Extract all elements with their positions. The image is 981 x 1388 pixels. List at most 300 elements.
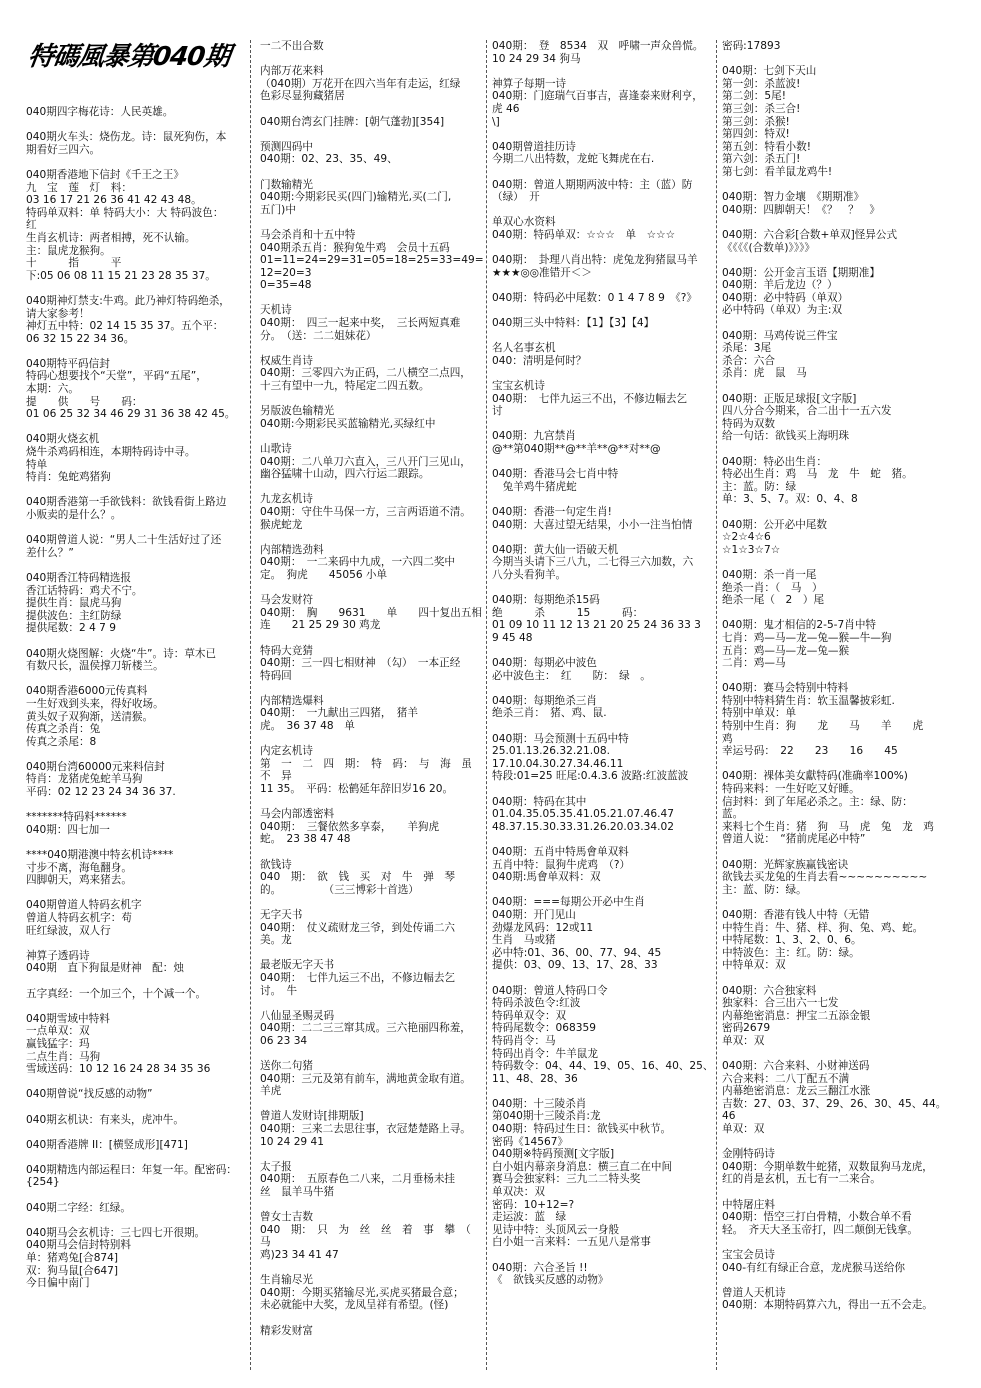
- text-line: 密码：10+12=?: [492, 1198, 575, 1211]
- text-line: 内幕绝密消息：龙云三翻江水涨: [722, 1085, 871, 1098]
- text-line: 内部精选劲料: [260, 543, 324, 556]
- text-block: [492, 216, 718, 241]
- text-line: 绝杀三肖： 猪、鸡、鼠.: [492, 707, 607, 720]
- text-line: 040期火烧玄机: [26, 433, 100, 446]
- text-line: 10 24 29 34 狗马: [492, 52, 581, 65]
- text-line: 单：3、5、7。双：0、4、8: [722, 493, 858, 506]
- column-1: [26, 40, 241, 1370]
- text-block: [260, 1010, 490, 1048]
- text-line: 040期：特码单双：☆☆☆ 单 ☆☆☆: [492, 228, 676, 241]
- text-line: *******特码料******: [26, 811, 127, 824]
- text-line: 绝 杀 15 码：: [492, 606, 644, 619]
- text-line: 040期杀五肖：猴狗兔牛鸡 会员十五码: [260, 241, 450, 254]
- text-line: 送你二句猪: [260, 1060, 313, 1073]
- text-line: 040期:今期彩民买蓝输精光,买绿红中: [260, 417, 436, 430]
- text-line: 羊虎: [260, 1085, 282, 1098]
- text-line: 幽谷猛啸十山动，四六行运二跟踪。: [260, 468, 430, 481]
- text-block: [492, 695, 718, 720]
- text-line: 040期：六合来料、小财神送码: [722, 1060, 870, 1073]
- text-line: 040期：本期特码算六九，得出一五不会走。: [722, 1299, 933, 1312]
- text-line: 46: [722, 1110, 736, 1123]
- text-line: 中特屠庄料: [722, 1198, 775, 1211]
- text-line: 一生好戏到头来，得好收场。: [26, 697, 164, 710]
- text-line: 权威生肖诗: [260, 354, 313, 367]
- text-line: 蓝。: [722, 808, 744, 821]
- text-line: 最老版无字天书: [260, 959, 335, 972]
- text-line: 040期曾道挂历诗: [492, 140, 576, 153]
- text-block: [722, 456, 948, 506]
- text-line: 蛇。 23 38 47 48: [260, 833, 351, 846]
- text-line: 040期：六合彩[合数+单双]怪异公式: [722, 228, 898, 241]
- text-line: 特别中单双：单: [722, 707, 797, 720]
- text-line: 040期：守住牛马保一方，三言两语道不清。: [260, 505, 471, 518]
- text-line: 特码单双料：单 特码大小：大 特码波色：: [26, 206, 224, 219]
- text-block: [260, 405, 490, 430]
- text-line: 生肖输尽光: [260, 1274, 313, 1287]
- text-line: 特码回: [260, 669, 292, 682]
- text-block: [492, 380, 718, 418]
- text-line: 山歌诗: [260, 443, 292, 455]
- text-line: 11 35。 平码：松鹤延年辞旧岁16 20。: [260, 783, 454, 796]
- text-block: [26, 534, 241, 559]
- text-line: 色彩尽显狗藏猪居: [260, 90, 345, 103]
- text-block: [26, 648, 241, 673]
- text-line: 五肖中特：鼠狗牛虎鸡 （?）: [492, 858, 631, 871]
- text-line: 今期二八出特数，龙蛇飞舞虎在右.: [492, 153, 655, 166]
- text-line: 特码心想要找个“天堂”，平码“五尾”，: [26, 370, 207, 383]
- column-3: [492, 40, 718, 1370]
- text-block: [722, 859, 948, 897]
- text-block: [260, 116, 490, 129]
- text-line: 01 09 10 11 12 13 21 20 25 24 36 33 3: [492, 619, 701, 632]
- text-line: 提 供 号 码：: [26, 395, 143, 408]
- text-line: 宝宝会员诗: [722, 1249, 775, 1261]
- text-line: 第一剑：杀蓝波!: [722, 77, 801, 90]
- text-line: 赛马会独家料：三九二二特头奖: [492, 1173, 641, 1186]
- text-line: 040期：今期单数牛蛇猪，双数鼠狗马龙虎，: [722, 1160, 933, 1173]
- text-block: [26, 950, 241, 975]
- text-line: 红的肖是玄机，五七有一二来合。: [722, 1173, 881, 1186]
- text-line: 040期： 一九献出三四猪， 猪羊: [260, 707, 418, 720]
- text-line: 040期：02、23、35、49、: [260, 153, 398, 166]
- text-line: 小贩卖的是什么？。: [26, 509, 122, 521]
- text-line: 中特生肖：牛、猪、样、狗、兔、鸡、蛇。: [722, 921, 924, 934]
- text-block: [26, 1114, 241, 1127]
- text-line: 一点单双：双: [26, 1025, 90, 1038]
- text-block: [260, 1325, 490, 1338]
- text-line: 040期曾说“找反感的动物”: [26, 1088, 153, 1101]
- text-line: 040期雪域中特料: [26, 1012, 110, 1025]
- text-block: [260, 745, 490, 795]
- text-line: 内部精选爆料: [260, 694, 324, 707]
- text-line: 040期：马会预测十五码中特: [492, 732, 629, 745]
- text-line: 040期：门庭瑞气百事吉，喜逢泰来财利亨，: [492, 90, 703, 103]
- text-block: [260, 1211, 490, 1261]
- text-line: 040期：四脚朝天！《？ ？ 》: [722, 203, 880, 216]
- text-block: [492, 317, 718, 330]
- text-block: [26, 761, 241, 799]
- text-line: 平码：02 12 23 24 34 36 37.: [26, 786, 176, 799]
- text-line: 传真之杀肖：兔: [26, 723, 101, 736]
- text-line: 040期： 五原春色二八来，二月垂杨未挂: [260, 1173, 456, 1186]
- text-line: 040期： 三餐依然多享泰， 羊狗虎: [260, 820, 440, 833]
- text-line: 06 32 15 22 34 36。: [26, 332, 135, 345]
- text-block: [260, 65, 490, 103]
- text-line: 七肖：鸡—马—龙—兔—猴—牛—狗: [722, 631, 892, 644]
- text-line: 040期：九宫禁肖: [492, 430, 576, 443]
- text-block: [722, 1199, 948, 1237]
- text-line: 040期香港第一手欲钱料：欲钱看街上路边: [26, 496, 227, 509]
- text-line: ☆1☆3☆7☆: [722, 543, 781, 556]
- text-line: 040期： 七伴九运三不出，不修边幅去乞: [492, 392, 688, 405]
- text-line: 无字天书: [260, 908, 303, 921]
- text-line: 欲钱诗: [260, 858, 292, 871]
- text-line: 连 21 25 29 30 鸡龙: [260, 619, 381, 632]
- text-line: 040期：裸体美女獻特码(准确率100%): [722, 770, 908, 783]
- text-line: 讨: [492, 405, 503, 418]
- text-line: 传真之杀尾：8: [26, 735, 97, 748]
- text-line: 040期：===每期公开必中生肖: [492, 896, 645, 909]
- text-line: 040期：七剑下天山: [722, 65, 817, 78]
- text-line: 040期：五肖中特馬會单双料: [492, 846, 629, 858]
- text-line: 十三有望中一九，特尾定二四五数。: [260, 380, 430, 393]
- text-line: 马会发财符: [260, 594, 313, 607]
- text-line: 040期：六合独家料: [722, 984, 817, 997]
- text-block: [722, 619, 948, 669]
- text-line: 门数输精光: [260, 178, 313, 191]
- text-line: 提供波色：主红防绿: [26, 609, 122, 622]
- text-line: 幸运号码： 22 23 16 45: [722, 745, 898, 758]
- text-line: 预测四码中: [260, 140, 313, 153]
- text-block: [260, 1110, 490, 1148]
- text-line: 信封料：到了年尾必杀之。主：绿、防：: [722, 795, 913, 808]
- text-block: [722, 682, 948, 758]
- text-line: 神算子每期一诗: [492, 77, 567, 90]
- text-line: ★★★◎◎准错开＜＞: [492, 266, 592, 279]
- text-line: 040期台湾玄门挂牌：[朝气蓬勃][354]: [260, 115, 445, 128]
- text-block: [492, 594, 718, 644]
- text-line: 040期：特码必中尾数：0 1 4 7 8 9 《?》: [492, 291, 697, 304]
- text-block: [722, 393, 948, 443]
- text-block: [492, 846, 718, 884]
- text-line: 040期：每期绝杀15码: [492, 594, 600, 607]
- text-line: 必中特码（单双）为主:双: [722, 304, 843, 317]
- text-line: 定。 狗虎 45056 小单: [260, 568, 388, 581]
- text-line: 有数尺长，温侯撑刀斩楼兰。: [26, 660, 164, 673]
- text-block: [260, 1060, 490, 1098]
- text-line: 吉数：27、03、37、29、26、30、45、44。: [722, 1097, 947, 1110]
- text-line: 寸步不离，海龟翻身。: [26, 861, 132, 874]
- text-line: 密码《14567》: [492, 1135, 569, 1148]
- text-block: [26, 358, 241, 421]
- text-block: [26, 131, 241, 156]
- text-line: 11、48、28、36: [492, 1072, 578, 1085]
- text-block: [492, 254, 718, 279]
- text-line: 马会杀肖和十五中特: [260, 228, 356, 241]
- text-line: 特码来料：一生好吃又好睡。: [722, 783, 860, 796]
- text-line: 五肖：鸡—马—龙—兔—猴: [722, 644, 850, 657]
- text-line: 01=11=24=29=31=05=18=25=33=49=12=20=3: [260, 254, 484, 279]
- text-block: [492, 40, 718, 65]
- text-line: 内部万花来料: [260, 65, 324, 78]
- text-line: 040期马会玄机诗：三七四七开很期。: [26, 1226, 206, 1239]
- text-line: 特码出肖令：牛羊鼠龙: [492, 1047, 598, 1060]
- text-line: 提供：03、09、13、17、28、33: [492, 959, 658, 972]
- text-block: [26, 1202, 241, 1215]
- text-line: 040期：每期绝杀三肖: [492, 694, 597, 707]
- text-block: [260, 645, 490, 683]
- text-line: 040期：六合圣旨 !!: [492, 1261, 588, 1274]
- text-line: 旺红绿波，双人行: [26, 924, 111, 937]
- text-line: 见诗中特：头顶风云一身般: [492, 1223, 620, 1236]
- text-line: 040期香港地下信封《千王之王》: [26, 168, 184, 181]
- text-line: 040期：特码在其中: [492, 795, 587, 808]
- text-block: [260, 1161, 490, 1199]
- text-line: 兔羊鸡牛猪虎蛇: [492, 480, 577, 493]
- text-line: 040期精选内部运程曰：年复一年。配密码：: [26, 1163, 237, 1176]
- text-block: [722, 909, 948, 972]
- text-line: 丝 鼠羊马牛猪: [260, 1186, 335, 1199]
- text-line: 另版波色输精光: [260, 405, 335, 418]
- text-line: 主：蓝、防：绿。: [722, 883, 807, 896]
- text-line: 神灯五中特：02 14 15 35 37。五个平：: [26, 320, 224, 333]
- text-line: 今期当头请下三八九，二七得三六加数，六: [492, 556, 694, 569]
- text-block: [492, 430, 718, 455]
- text-block: [722, 40, 948, 53]
- text-line: 040期： 七伴九运三不出，不修边幅去乞: [260, 971, 456, 984]
- text-line: 040期：特必出生肖：: [722, 455, 827, 468]
- text-block: [722, 267, 948, 317]
- text-line: 赢钱猛字：玛: [26, 1037, 90, 1050]
- text-line: 未必就能中大奖，龙凤呈祥有希望。(怪): [260, 1299, 449, 1312]
- text-line: 主：鼠虎龙猴狗。: [26, 244, 111, 257]
- text-block: [722, 1249, 948, 1274]
- text-line: 来料七个生肖：猪 狗 马 虎 兔 龙 鸡: [722, 820, 934, 833]
- text-block: [260, 304, 490, 342]
- text-line: 二点生肖：马狗: [26, 1050, 101, 1063]
- text-line: 杀尾：3尾: [722, 342, 772, 355]
- text-block: [260, 40, 490, 53]
- text-line: 绝杀一肖：（ 马 ）: [722, 581, 823, 594]
- text-block: [260, 179, 490, 217]
- text-line: 中特尾数：1、3、2、0、6。: [722, 934, 862, 947]
- text-block: [492, 342, 718, 367]
- text-line: 第 一 二 四 期： 特 码： 与 海 虽 不 异: [260, 757, 483, 783]
- text-line: 特码为双数: [722, 417, 775, 430]
- text-line: 雪域送码：10 12 16 24 28 34 35 36: [26, 1063, 211, 1076]
- text-line: 神算子透码诗: [26, 949, 90, 962]
- text-line: 四八分合今期来，合二出十一五六发: [722, 405, 892, 418]
- text-block: [492, 733, 718, 783]
- text-line: 040期： 登 8534 双 呼啸一声众兽慌。: [492, 40, 704, 52]
- text-block: [722, 569, 948, 607]
- text-line: 白小姐一言来料：一五见八是常事: [492, 1236, 651, 1249]
- text-block: [492, 1098, 718, 1249]
- column-divider: [250, 40, 251, 1370]
- text-line: 曾道人特码玄机字：苟: [26, 912, 132, 924]
- text-block: [492, 896, 718, 972]
- text-line: 040期： 卦理八肖出特：虎兔龙狗猪鼠马羊: [492, 254, 698, 267]
- text-line: 特单: [26, 458, 48, 471]
- text-block: [492, 985, 718, 1086]
- text-line: 宝宝玄机诗: [492, 380, 545, 393]
- text-line: 特段:01=25 旺尾:0.4.3.6 波路:红波蓝波: [492, 770, 689, 783]
- text-line: 特必出生肖：鸡 马 龙 牛 蛇 猪。: [722, 468, 913, 481]
- text-block: [722, 65, 948, 178]
- text-block: [260, 959, 490, 997]
- text-line: 特码大竞猜: [260, 644, 313, 657]
- text-line: 040期：今期买猪输尽光,买虎买猪最合意；: [260, 1286, 464, 1299]
- text-block: [26, 685, 241, 748]
- text-line: 红: [26, 219, 37, 232]
- text-line: 单双决：双: [492, 1186, 545, 1199]
- text-line: 密码:17893: [722, 40, 781, 52]
- text-block: [26, 295, 241, 345]
- text-line: 必中波色主： 红 防： 绿 。: [492, 669, 651, 682]
- text-line: 曾道人发财诗[排期版]: [260, 1110, 364, 1123]
- text-line: 内定玄机诗: [260, 745, 313, 758]
- text-line: 五门)中: [260, 203, 296, 216]
- text-block: [722, 191, 948, 216]
- text-line: 040期台湾60000元来料信封: [26, 760, 165, 773]
- text-line: 第三剑：杀猴!: [722, 115, 790, 128]
- text-block: [260, 1274, 490, 1312]
- text-line: （040期）万花开在四六当年有走运，红绿: [260, 77, 461, 90]
- text-line: 040期：三来二去思往事，衣冠楚楚路上寻。: [260, 1123, 471, 1136]
- text-line: 香江话特码：鸡犬不宁。: [26, 584, 143, 597]
- text-line: 今日偏中南门: [26, 1277, 90, 1290]
- text-line: 的。 （三三博彩十首选）: [260, 883, 419, 896]
- text-line: 01.04.35.05.35.41.05.21.07.46.47: [492, 808, 674, 821]
- text-line: 天机诗: [260, 304, 292, 317]
- text-line: 040期:今期彩民买(四门)输精光,买(二门,: [260, 191, 452, 204]
- text-line: 烧牛杀鸡码相连，本期特码诗中寻。: [26, 446, 196, 459]
- text-line: 绝杀一尾（ 2 ）尾: [722, 594, 825, 607]
- text-line: 单双：双: [722, 1034, 765, 1047]
- text-line: {254}: [26, 1176, 60, 1189]
- newspaper-page: [26, 40, 962, 1370]
- text-line: 单：猪鸡兔[合874]: [26, 1252, 119, 1265]
- text-line: 040期 直下狗鼠是财神 配：烛: [26, 962, 184, 975]
- text-line: 040期：黄大仙一语破天机: [492, 543, 619, 556]
- text-line: 下:05 06 08 11 15 21 23 28 35 37。: [26, 269, 216, 282]
- text-line: 九龙玄机诗: [260, 493, 313, 506]
- text-line: 特别中特料猜生肖：软玉温馨披彩虹.: [722, 694, 895, 707]
- page-title: 特碼風暴第040期: [26, 42, 232, 72]
- text-block: [260, 355, 490, 393]
- text-line: 走运波：蓝 绿: [492, 1211, 567, 1224]
- text-line: 五字真经：一个加三个，十个减一个。: [26, 987, 207, 1000]
- text-line: 040期：正版足球报[文字版]: [722, 392, 857, 405]
- text-line: 040期：三元及第有前车，满地黄金取有道。: [260, 1072, 471, 1085]
- text-line: 040期：三一四七相财神 （勾） 一本正经: [260, 657, 461, 670]
- text-block: [722, 1287, 948, 1312]
- text-line: 劲爆龙风码：12或11: [492, 921, 594, 934]
- text-line: 特码杀波色令:红波: [492, 997, 581, 1010]
- text-line: 密码2679: [722, 1022, 771, 1035]
- text-line: 10 24 29 41: [260, 1135, 325, 1148]
- text-line: 曾道人说： “猪前虎尾必中特”: [722, 833, 866, 846]
- text-line: 猴虎蛇龙: [260, 518, 303, 531]
- text-line: 特码单双令：双: [492, 1009, 567, 1022]
- text-line: 040期：曾道人期期两波中特：主（蓝）防: [492, 178, 693, 191]
- text-line: 四脚朝天，鸡来猪去。: [26, 874, 132, 887]
- text-line: 给一句话：欲钱买上海明珠: [722, 430, 850, 443]
- text-block: [26, 1227, 241, 1290]
- text-line: 曾女士吉数: [260, 1211, 313, 1224]
- text-line: 特码尾数令：068359: [492, 1022, 597, 1035]
- text-block: [722, 1148, 948, 1186]
- text-line: 中特波色：主：红。防：绿。: [722, 946, 860, 959]
- text-line: 六合来料：二八丁配五不满: [722, 1072, 850, 1085]
- text-line: 040期：二八单刀六直入，三八开门三见山，: [260, 455, 471, 468]
- text-line: 八仙显圣赐灵码: [260, 1009, 335, 1022]
- text-line: 差什么？”: [26, 546, 74, 559]
- text-line: 040期：公开必中尾数: [722, 518, 827, 531]
- text-line: 提供生肖：鼠虎马狗: [26, 597, 122, 610]
- text-block: [492, 657, 718, 682]
- text-block: [260, 141, 490, 166]
- text-block: [260, 544, 490, 582]
- text-line: 040 期： 欲 钱 买 对 牛 弹 琴: [260, 871, 456, 884]
- text-line: 精彩发财富: [260, 1324, 313, 1337]
- text-line: 请大家参考！: [26, 307, 90, 320]
- text-line: 040期：曾道人特码口令: [492, 984, 608, 997]
- text-line: 040期香港6000元传真料: [26, 685, 148, 698]
- text-line: （绿） 开: [492, 191, 540, 204]
- text-block: [722, 985, 948, 1048]
- text-line: 25.01.13.26.32.21.08.: [492, 745, 610, 758]
- text-line: 一二不出合数: [260, 40, 324, 52]
- text-line: 040期： 仗义疏财龙三爷，到处传诵二六: [260, 921, 456, 934]
- text-line: 040期：每期必中波色: [492, 657, 597, 670]
- text-line: 040：清明是何时？: [492, 354, 587, 367]
- text-line: 040期玄机诀：有来头，虎冲牛。: [26, 1113, 184, 1126]
- text-line: 讨。 牛: [260, 984, 298, 997]
- text-block: [492, 796, 718, 834]
- text-line: 040期马会信封特别料: [26, 1239, 131, 1252]
- text-line: @**第040期**@**羊**@**对**@: [492, 443, 661, 455]
- text-line: 生肖玄机诗：两者相搏，死不认输。: [26, 231, 196, 244]
- text-line: 040期：十三陵杀肖: [492, 1097, 587, 1110]
- text-block: [260, 229, 490, 292]
- text-line: 单双：双: [722, 1123, 765, 1136]
- text-block: [26, 1164, 241, 1189]
- text-block: [260, 594, 490, 632]
- text-line: 名人名事玄机: [492, 342, 556, 355]
- text-line: 03 16 17 21 26 36 41 42 43 48。: [26, 194, 202, 207]
- text-block: [260, 909, 490, 947]
- text-line: 本期：六。: [26, 383, 79, 396]
- text-block: [722, 1060, 948, 1136]
- text-line: 第六剑：杀五门!: [722, 153, 801, 166]
- text-block: [492, 544, 718, 582]
- text-block: [26, 988, 241, 1001]
- text-line: 040期：悟空三打白骨精，小数合单不看: [722, 1211, 912, 1224]
- text-block: [722, 770, 948, 846]
- text-line: 040期：香港有钱人中特（无错: [722, 908, 870, 921]
- text-block: [26, 1139, 241, 1152]
- text-line: 十 指 平: [26, 257, 122, 270]
- text-line: 曾道人天机诗: [722, 1286, 786, 1299]
- text-block: [722, 330, 948, 380]
- text-line: 040期香江特码精选报: [26, 571, 131, 584]
- text-block: [722, 229, 948, 254]
- text-line: 040期四字梅花诗：人民英雄。: [26, 106, 174, 118]
- text-block: [260, 808, 490, 846]
- text-line: 040期： 四三一起来中奖， 三长两短真难: [260, 317, 461, 330]
- text-block: [26, 811, 241, 836]
